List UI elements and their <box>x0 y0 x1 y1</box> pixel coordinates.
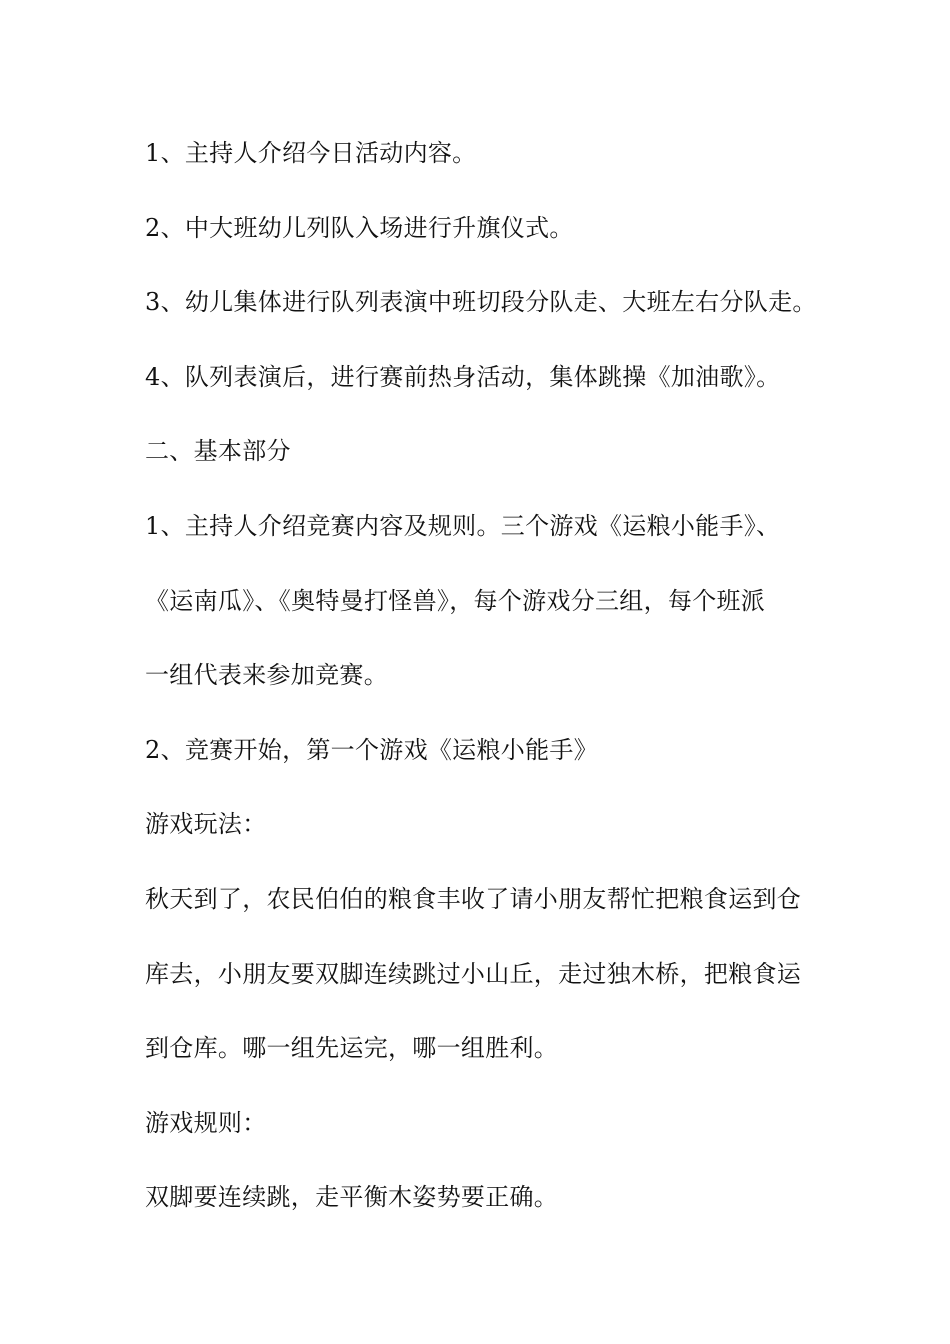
section-heading-basic-part: 二、基本部分 <box>145 437 291 466</box>
subheading-gameplay: 游戏玩法： <box>145 810 267 839</box>
paragraph-gameplay-line-1: 秋天到了，农民伯伯的粮食丰收了请小朋友帮忙把粮食运到仓 <box>145 884 802 913</box>
list-item-host-intro: 1、主持人介绍今日活动内容。 <box>145 139 477 167</box>
list-item-formation-show: 3、幼儿集体进行队列表演中班切段分队走、大班左右分队走。 <box>145 288 817 317</box>
paragraph-rules-intro-line-3: 一组代表来参加竞赛。 <box>145 661 388 690</box>
subheading-game-rules: 游戏规则： <box>145 1108 267 1137</box>
paragraph-rules-intro-line-1: 1、主持人介绍竞赛内容及规则。三个游戏《运粮小能手》、 <box>145 511 781 540</box>
list-item-first-game: 2、竞赛开始，第一个游戏《运粮小能手》 <box>145 735 598 764</box>
paragraph-gameplay-line-2: 库去，小朋友要双脚连续跳过小山丘，走过独木桥，把粮食运 <box>145 959 802 988</box>
list-item-flag-ceremony: 2、中大班幼儿列队入场进行升旗仪式。 <box>145 213 574 242</box>
paragraph-gameplay-line-3: 到仓库。哪一组先运完，哪一组胜利。 <box>145 1034 559 1063</box>
paragraph-game-rules: 双脚要连续跳，走平衡木姿势要正确。 <box>145 1183 559 1212</box>
document-body <box>145 126 815 1245</box>
paragraph-rules-intro-line-2: 《运南瓜》、《奥特曼打怪兽》，每个游戏分三组，每个班派 <box>145 586 766 615</box>
list-item-warmup: 4、队列表演后，进行赛前热身活动，集体跳操《加油歌》。 <box>145 362 781 391</box>
